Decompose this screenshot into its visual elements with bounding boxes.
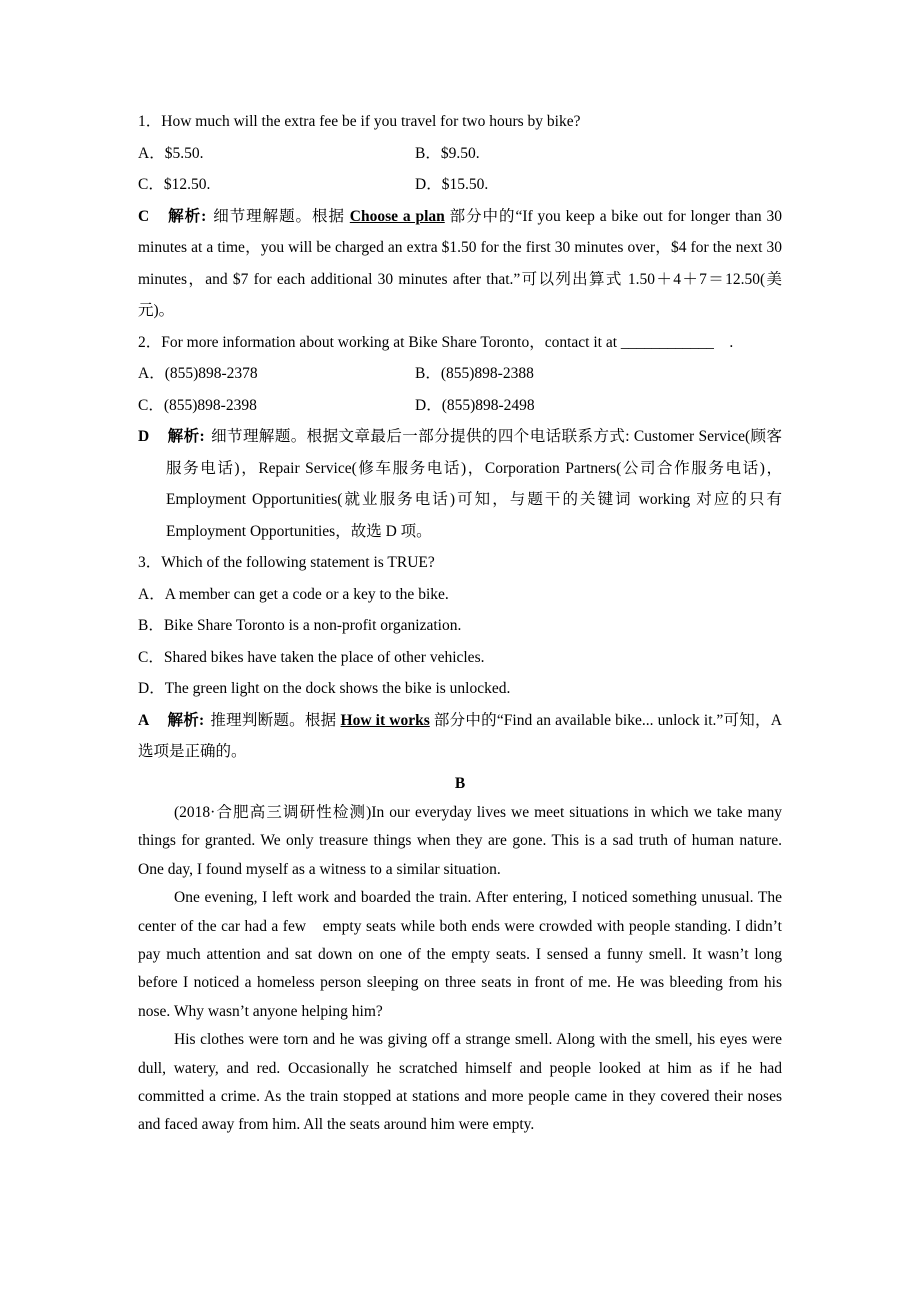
question-2-options [138, 358, 782, 421]
question-3-analysis-label: 解析: [167, 711, 205, 729]
question-1-reference-phrase: Choose a plan [349, 207, 445, 225]
question-1-option-a: A．$5.50. [138, 144, 204, 162]
question-3-options [138, 579, 782, 705]
question-2-explanation [138, 421, 782, 547]
question-1-option-d: D．$15.50. [415, 176, 489, 193]
question-1-analysis-label: 解析: [167, 207, 207, 225]
passage-paragraph-2: One evening, I left work and boarded the train. After entering, I noticed something unusual. The center of the car had a few empty seats while both ends were crowded with people standing. I didn’t pay much attention and sat down on one of the empty seats. I sensed a funny smell. It wasn’t long before I noticed a homeless person sleeping on three seats in front of me. He was bleeding from his nose. Why wasn’t anyone helping him? [138, 889, 782, 1020]
question-3-explanation-text: 推理判断题。根据 [210, 711, 341, 729]
question-1-explanation [138, 201, 782, 327]
question-2-analysis-label: 解析: [167, 428, 205, 445]
section-b-heading: B [454, 774, 466, 792]
question-3-option-d: D．The green light on the dock shows the bike is unlocked. [138, 680, 511, 697]
question-2-stem: 2．For more information about working at Bike Share Toronto，contact it at ____________ . [138, 333, 734, 351]
question-3-option-c: C．Shared bikes have taken the place of other vehicles. [138, 648, 485, 666]
question-3-answer-letter: A [138, 711, 150, 729]
questions-section [138, 106, 782, 799]
question-1-answer-letter: C [138, 207, 150, 225]
question-3-stem: 3．Which of the following statement is TRUE? [138, 554, 435, 571]
question-2-option-d: D．(855)898-2498 [415, 396, 535, 414]
question-3-option-b: B．Bike Share Toronto is a non-profit organization. [138, 617, 462, 634]
question-3-reference-phrase: How it works [340, 711, 430, 729]
question-2-option-c: C．(855)898-2398 [138, 396, 257, 414]
passage-paragraph-1: (2018·合肥高三调研性检测)In our everyday lives we meet situations in which we take many things for granted. We only treasure things when they are gone. This is a sad truth of human nature. One day, I found myself as a witness to a similar situation. [138, 804, 782, 878]
question-1-options [138, 138, 782, 201]
question-1-explanation-text: 细节理解题。根据 [212, 207, 350, 225]
question-2-answer-letter: D [138, 428, 150, 445]
question-2-option-a: A．(855)898-2378 [138, 365, 258, 382]
question-2-explanation-text: 细节理解题。根据文章最后一部分提供的四个电话联系方式: Customer Service(顾客服务电话)，Repair Service(修车服务电话)，Corporation Partners(公司合作服务电话)，Employment Opportunities(就业服务电话)可知，与题干的关键词 working 对应的只有 Employment Opportunities，故选 D 项。 [166, 428, 782, 540]
passage-paragraph-3: His clothes were torn and he was giving off a strange smell. Along with the smell, his eyes were dull, watery, and red. Occasionally he scratched himself and people looked at him as if he had committed a crime. As the train stopped at stations and more people came in they covered their noses and faced away from him. All the seats around him were empty. [138, 1031, 782, 1134]
question-1-stem: 1．How much will the extra fee be if you travel for two hours by bike? [138, 113, 581, 130]
question-3-explanation [138, 705, 782, 768]
question-1-explanation-text-2: 部分中的“If you keep a bike out for longer than 30 minutes at a time，you will be charged an extra $1.50 for the first 30 minutes over，$4 for the next 30 minutes，and $7 for each additional 30 minutes after that.”可以列出算式 1.50＋4＋7＝12.50(美元)。 [138, 207, 782, 319]
question-2-option-b: B．(855)898-2388 [415, 365, 534, 382]
question-1-option-b: B．$9.50. [415, 144, 480, 162]
passage-section [138, 799, 782, 1140]
question-3-explanation-text-2: 部分中的“Find an available bike... unlock it.”可知，A 选项是正确的。 [138, 711, 782, 760]
question-1-option-c: C．$12.50. [138, 176, 211, 193]
question-3-option-a: A．A member can get a code or a key to the bike. [138, 585, 449, 603]
